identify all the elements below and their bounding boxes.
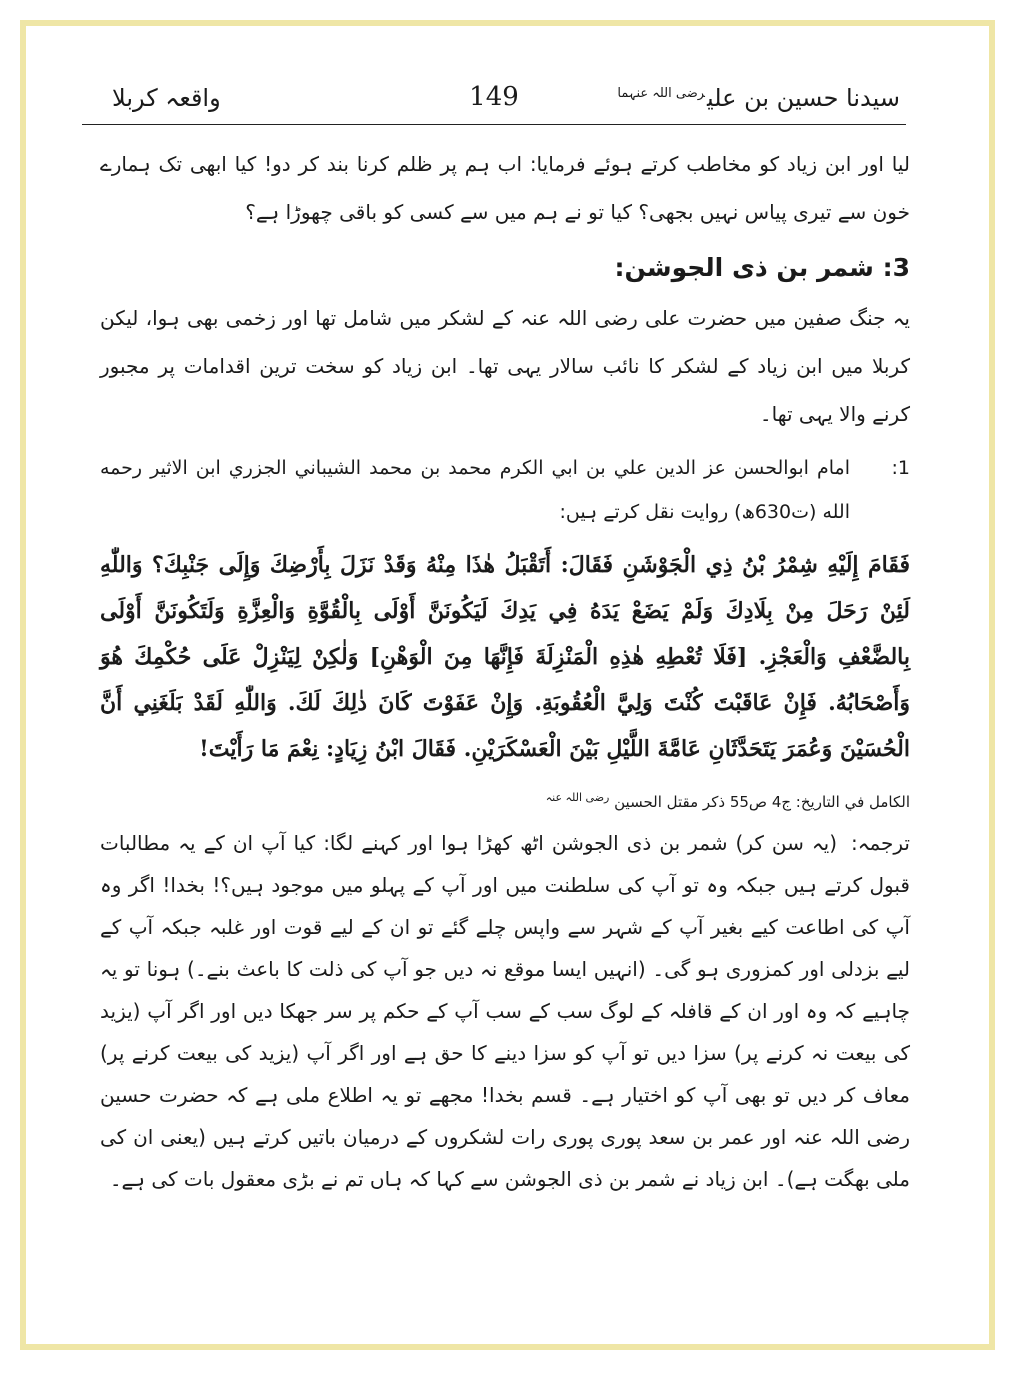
source-honorific: رضی اللہ عنہ [545, 791, 610, 804]
reference-number: 1: [891, 457, 910, 479]
source-citation [100, 778, 910, 822]
section-paragraph: یہ جنگ صفین میں حضرت علی رضی اللہ عنہ کے لشکر میں شامل تھا اور زخمی بھی ہوا، لیکن کربلا میں ابن زیاد کے لشکر کا نائب سالار یہی تھا۔ ابن زیاد کو سخت ترین اقدامات پر مجبور کرنے والا یہی تھا۔ [100, 306, 910, 426]
reference-entry [100, 446, 910, 534]
page-number: 149 [469, 82, 519, 112]
translation-text: (یہ سن کر) شمر بن ذی الجوشن اٹھ کھڑا ہوا اور کہنے لگا: کیا آپ ان کے یہ مطالبات قبول کرتے ہیں جبکہ وہ تو آپ کی سلطنت میں اور آپ کے پہلو میں موجود ہیں؟! بخدا! اگر وہ آپ کی اطاعت کیے بغیر آپ کے شہر سے واپس چلے گئے تو ان کے لیے قوت اور غلبہ جبکہ آپ کے لیے بزدلی اور کمزوری ہو گی۔ (انہیں ایسا موقع نہ دیں جو آپ کی ذلت کا باعث بنے۔) ہونا تو یہ چاہیے کہ وہ اور ان کے قافلہ کے لوگ سب کے سب آپ کے حکم پر سر جھکا دیں اور اگر آپ (یزید کی بیعت نہ کرنے پر) سزا دیں تو آپ کو سزا دینے کا حق ہے اور اگر آپ (یزید کی بیعت کرنے پر) معاف کر دیں تو بھی آپ کو اختیار ہے۔ قسم بخدا! مجھے تو یہ اطلاع ملی ہے کہ حضرت حسین رضی اللہ عنہ اور عمر بن سعد پوری پوری رات لشکروں کے درمیان باتیں کرتے ہیں (یعنی ان کی ملی بھگت ہے)۔ ابن زیاد نے شمر بن ذی الجوشن سے کہا کہ ہاں تم نے بڑی معقول بات کی ہے۔ [100, 831, 910, 1191]
header-title-text: سیدنا حسین بن علی [706, 84, 900, 112]
arabic-quote: فَقَامَ إِلَيْهِ شِمْرُ بْنُ ذِي الْجَوْشَنِ فَقَالَ: أَتَقْبَلُ هٰذَا مِنْهُ وَقَدْ نَزَلَ بِأَرْضِكَ وَإِلَى جَنْبِكَ؟ وَاللّٰهِ لَئِنْ رَحَلَ مِنْ بِلَادِكَ وَلَمْ يَضَعْ يَدَهُ فِي يَدِكَ لَيَكُونَنَّ أَوْلَى بِالْقُوَّةِ وَالْعِزَّةِ وَلَتَكُونَنَّ أَوْلَى بِالضَّعْفِ وَالْعَجْزِ. [فَلَا تُعْطِهِ هٰذِهِ الْمَنْزِلَةَ فَإِنَّهَا مِنَ الْوَهْنِ] وَلٰكِنْ لِيَنْزِلْ عَلَى حُكْمِكَ هُوَ وَأَصْحَابُهُ. فَإِنْ عَاقَبْتَ كُنْتَ وَلِيَّ الْعُقُوبَةِ. وَإِنْ عَفَوْتَ كَانَ ذٰلِكَ لَكَ. وَاللّٰهِ لَقَدْ بَلَغَنِي أَنَّ الْحُسَيْنَ وَعُمَرَ يَتَحَدَّثَانِ عَامَّةَ اللَّيْلِ بَيْنَ الْعَسْكَرَيْنِ. فَقَالَ ابْنُ زِيَادٍ: نِعْمَ مَا رَأَيْتَ! [100, 552, 910, 762]
source-text: الكامل في التاريخ: ج4 ص55 ذکر مقتل الحسين [614, 793, 910, 811]
honorific-symbol: رضی اللہ عنہما [617, 86, 705, 101]
book-title: واقعہ کربلا [112, 84, 221, 112]
intro-paragraph: لیا اور ابن زیاد کو مخاطب کرتے ہوئے فرمایا: اب ہم پر ظلم کرنا بند کر دو! کیا ابھی تک ہمارے خون سے تیری پیاس نہیں بجھی؟ کیا تو نے ہم میں سے کسی کو باقی چھوڑا ہے؟ [100, 152, 910, 224]
page-content [100, 140, 910, 1200]
translation-paragraph [100, 822, 910, 1200]
translation-label: ترجمہ: [851, 831, 910, 855]
reference-text: امام ابوالحسن عز الدين علي بن ابي الكرم محمد بن محمد الشيباني الجزري ابن الاثير رحمه الله (ت630ھ) روایت نقل کرتے ہیں: [100, 457, 850, 523]
section-heading: 3: شمر بن ذی الجوشن: [614, 253, 910, 282]
page-header [82, 76, 906, 125]
